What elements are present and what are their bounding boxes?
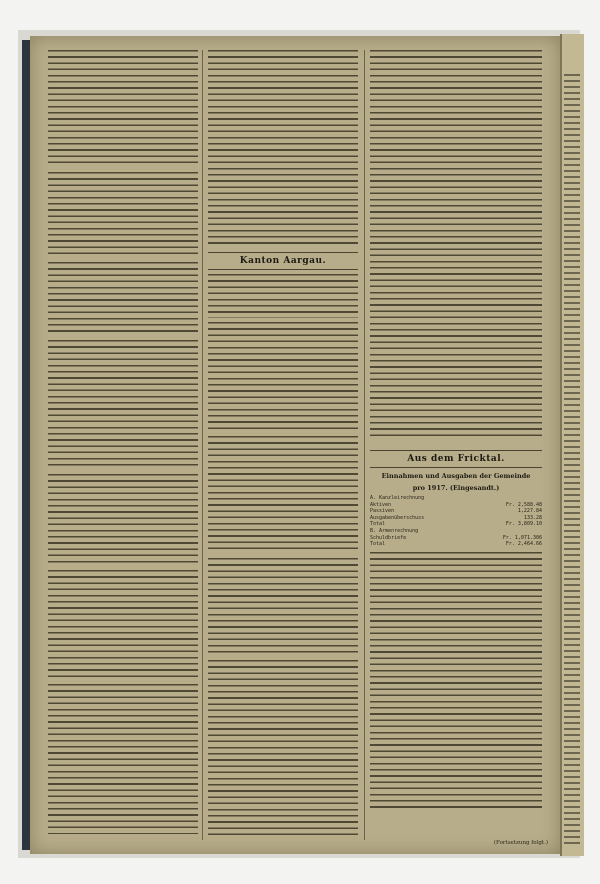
text-block <box>208 436 358 554</box>
text-block <box>48 340 198 470</box>
text-block <box>48 474 198 566</box>
table-row: Total Fr. 2,464.66 <box>370 541 542 548</box>
text-block <box>370 552 542 812</box>
text-block <box>208 322 358 432</box>
table-row: Aktiven Fr. 2,588.48 <box>370 501 542 508</box>
text-block <box>208 50 358 246</box>
table-row: Schuldbriefe Fr. 1,071.306 <box>370 534 542 541</box>
continued-note: (Fortsetzung folgt.) <box>493 840 548 846</box>
budget-year: pro 1917. (Eingesandt.) <box>412 484 500 492</box>
column-1 <box>48 50 198 840</box>
column-rule <box>202 50 203 840</box>
text-block <box>208 274 358 318</box>
text-block <box>208 558 358 656</box>
table-row: Passiven 1,227.84 <box>370 508 542 515</box>
column-2 <box>208 50 358 840</box>
table-row: A. Kanzleirechnung <box>370 495 425 501</box>
budget-table <box>370 495 542 548</box>
text-block <box>48 262 198 336</box>
table-row: Total Fr. 3,809.10 <box>370 521 542 528</box>
adjacent-page-edge <box>560 34 584 856</box>
text-block <box>370 50 542 440</box>
table-row: Ausgabenüberschuss 133.28 <box>370 514 542 521</box>
text-block <box>48 570 198 680</box>
column-rule <box>364 50 365 840</box>
section-heading: Kanton Aargau. <box>208 252 358 270</box>
table-row: B. Armenrechnung <box>370 527 419 534</box>
budget-title: Einnahmen und Ausgaben der Gemeinde <box>381 472 531 480</box>
text-block <box>208 660 358 840</box>
adjacent-page-text <box>564 74 580 844</box>
article-heading: Aus dem Fricktal. <box>370 450 542 468</box>
text-block <box>48 50 198 168</box>
text-block <box>48 172 198 258</box>
newspaper-page <box>30 36 560 854</box>
column-3 <box>370 50 542 840</box>
text-block <box>48 684 198 834</box>
